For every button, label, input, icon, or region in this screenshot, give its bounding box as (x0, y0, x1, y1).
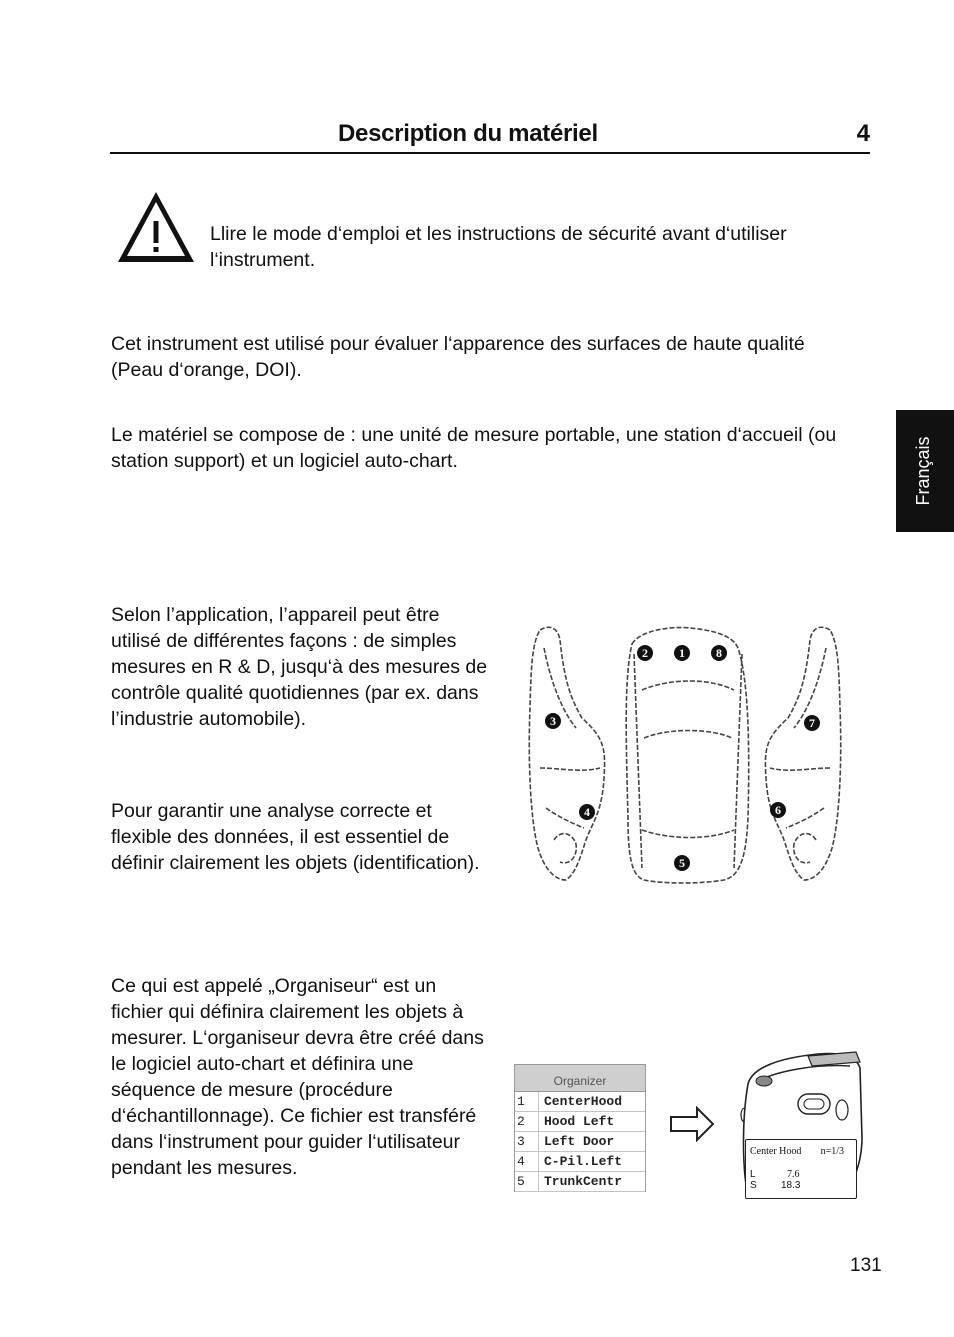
svg-text:4: 4 (584, 805, 590, 819)
item-number: 2 (515, 1112, 539, 1131)
car-left-side-outline (529, 627, 604, 880)
svg-text:8: 8 (716, 646, 722, 660)
organizer-title: Organizer (515, 1065, 645, 1092)
item-number: 4 (515, 1152, 539, 1171)
section-title: Description du matériel (338, 120, 598, 147)
arrow-right-icon (669, 1106, 715, 1142)
components-paragraph: Le matériel se compose de : une unité de mesure portable, une station d‘accueil (ou station support) et un logiciel auto-chart. (111, 424, 837, 472)
language-tab (896, 410, 954, 532)
safety-warning-text: Llire le mode d‘emploi et les instructions de sécurité avant d‘utiliser l‘instrument. (210, 223, 787, 271)
display-l-value: 7.6 (787, 1169, 800, 1180)
usage-paragraph: Selon l’application, l’appareil peut être utilisé de différentes façons : de simples mesures en R & D, jusqu‘à des mesures de contrôle qualité quotidiennes (par ex. dans l’industrie automobile). (111, 604, 488, 730)
svg-text:5: 5 (679, 856, 685, 870)
marker-5 (674, 855, 690, 871)
svg-text:1: 1 (679, 646, 685, 660)
car-measurement-diagram (520, 618, 850, 890)
item-name: Hood Left (544, 1114, 615, 1129)
item-number: 3 (515, 1132, 539, 1151)
car-right-side-outline (765, 627, 840, 880)
intro-paragraph: Cet instrument est utilisé pour évaluer l‘apparence des surfaces de haute qualité (Peau d‘orange, DOI). (111, 333, 805, 381)
car-top-view-outline (626, 628, 748, 883)
organizer-list (514, 1064, 646, 1192)
organizer-paragraph: Ce qui est appelé „Organiseur“ est un fichier qui définira clairement les objets à mesurer. L‘organiseur devra être créé dans le logiciel auto-chart et définira une séquence de mesure (procédure d‘échantillonnage). Ce fichier est transféré dans l‘instrument pour guider l‘utilisateur pendant les mesures. (111, 975, 484, 1179)
list-item (515, 1152, 645, 1172)
item-number: 5 (515, 1172, 539, 1191)
marker-1 (674, 645, 690, 661)
svg-text:3: 3 (550, 714, 556, 728)
list-item (515, 1092, 645, 1112)
item-name: CenterHood (544, 1094, 623, 1109)
svg-text:6: 6 (775, 803, 781, 817)
marker-7 (804, 715, 820, 731)
page-number: 131 (850, 1255, 882, 1276)
marker-3 (545, 713, 561, 729)
identification-paragraph: Pour garantir une analyse correcte et flexible des données, il est essentiel de définir clairement les objets (identification). (111, 800, 480, 874)
marker-8 (711, 645, 727, 661)
language-tab-label: Français (913, 436, 933, 506)
svg-text:7: 7 (809, 716, 815, 730)
item-name: Left Door (544, 1134, 615, 1149)
item-name: TrunkCentr (544, 1174, 623, 1189)
chapter-number: 4 (856, 120, 870, 147)
warning-triangle-icon (115, 188, 197, 266)
display-l-label: L (750, 1169, 756, 1180)
marker-2 (637, 645, 653, 661)
marker-4 (579, 804, 595, 820)
display-count: n=1/3 (820, 1146, 844, 1157)
list-item (515, 1132, 645, 1152)
page-header (110, 118, 870, 154)
display-s-label: S (750, 1180, 757, 1191)
item-number: 1 (515, 1092, 539, 1111)
list-item (515, 1172, 645, 1192)
item-name: C-Pil.Left (544, 1154, 623, 1169)
display-s-value: 18.3 (781, 1180, 801, 1191)
list-item (515, 1112, 645, 1132)
marker-6 (770, 802, 786, 818)
svg-text:2: 2 (642, 646, 648, 660)
display-object-name: Center Hood (750, 1146, 802, 1157)
device-display (745, 1139, 857, 1199)
